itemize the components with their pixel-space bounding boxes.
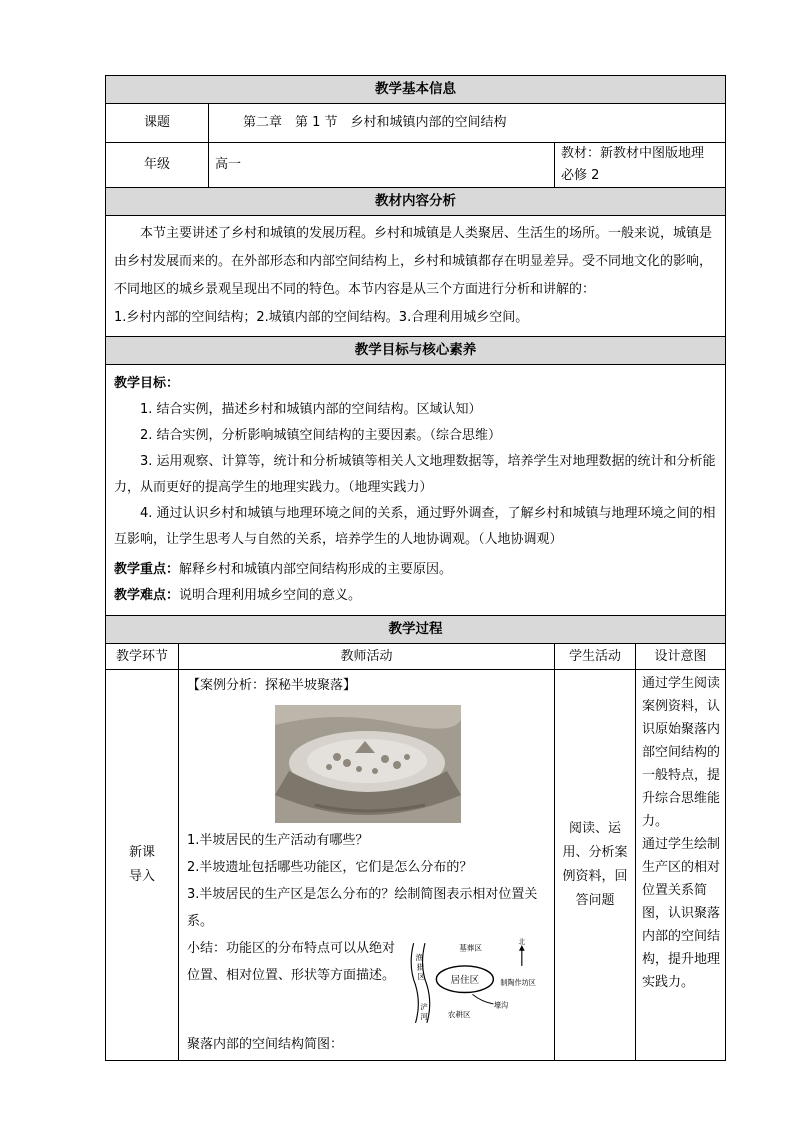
textbook-info: 教材：新教材中图版地理 必修 2 xyxy=(555,143,726,188)
analysis-header: 教材内容分析 xyxy=(106,188,726,216)
goal-item-4: 4. 通过认识乡村和城镇与地理环境之间的关系，通过野外调查，了解乡村和城镇与地理环境之间的相互影响，让学生思考人与自然的关系，培养学生的人地协调观。（人地协调观） xyxy=(114,506,716,548)
grade-label: 年级 xyxy=(106,143,209,188)
design-intent-2: 通过学生绘制生产区的相对位置关系简图，认识聚落内部的空间结构，提升地理实践力。 xyxy=(642,837,721,991)
goals-header: 教学目标与核心素养 xyxy=(106,337,726,365)
sketch-label-fishing-1: 渔 xyxy=(415,953,423,963)
key-point-label: 教学重点： xyxy=(114,562,180,578)
difficulty-text: 说明合理利用城乡空间的意义。 xyxy=(179,588,362,604)
process-header: 教学过程 xyxy=(106,616,726,644)
teacher-activity xyxy=(179,670,555,1061)
goal-item-2: 2. 结合实例，分析影响城镇空间结构的主要因素。（综合思维） xyxy=(140,428,502,444)
sketch-label-fishing-3: 区 xyxy=(416,972,425,982)
goal-item-3: 3. 运用观察、计算等，统计和分析城镇等相关人文地理数据等，培养学生对地理数据的统计和分析能力，从而更好的提高学生的地理实践力。（地理实践力） xyxy=(114,454,716,496)
key-point-text: 解释乡村和城镇内部空间结构形成的主要原因。 xyxy=(179,562,453,578)
col-teacher: 教师活动 xyxy=(179,644,555,670)
banpo-model-photo xyxy=(275,705,461,823)
sketch-label-river-1: 浐 xyxy=(419,1002,428,1012)
sketch-label-river-2: 河 xyxy=(419,1012,428,1022)
sketch-label-moat: 壕沟 xyxy=(493,1000,508,1010)
question-1: 1.半坡居民的生产活动有哪些？ xyxy=(187,833,369,849)
topic-value: 第二章 第 1 节 乡村和城镇内部的空间结构 xyxy=(209,104,726,143)
sketch-label-cemetery: 墓葬区 xyxy=(458,943,482,953)
lesson-plan-table xyxy=(105,75,726,1061)
sketch-label-farming: 农耕区 xyxy=(447,1010,471,1020)
basic-info-header: 教学基本信息 xyxy=(106,76,726,104)
question-3: 3.半坡居民的生产区是怎么分布的？绘制简图表示相对位置关系。 xyxy=(187,887,538,930)
analysis-paragraph: 本节主要讲述了乡村和城镇的发展历程。乡村和城镇是人类聚居、生活生的场所。一般来说，城镇是由乡村发展而来的。在外部形态和内部空间结构上，乡村和城镇都存在明显差异。受不同地文化的影响，不同地区的城乡景观呈现出不同的特色。本节内容是从三个方面进行分析和讲解的： xyxy=(114,226,713,298)
case-title: 【案例分析：探秘半坡聚落】 xyxy=(187,678,357,694)
col-stage: 教学环节 xyxy=(106,644,179,670)
design-intent xyxy=(636,670,726,1061)
sketch-label-pottery: 制陶作坊区 xyxy=(499,978,536,988)
design-intent-1: 通过学生阅读案例资料，认识原始聚落内部空间结构的一般特点，提升综合思维能力。 xyxy=(642,676,721,830)
grade-value: 高一 xyxy=(209,143,555,188)
goals-title: 教学目标： xyxy=(114,376,180,392)
difficulty-label: 教学难点： xyxy=(114,588,180,604)
summary-text: 小结：功能区的分布特点可以从绝对位置、相对位置、形状等方面描述。 xyxy=(187,941,396,984)
col-student: 学生活动 xyxy=(555,644,636,670)
banpo-model-image xyxy=(275,705,461,823)
sketch-label-fishing-2: 猎 xyxy=(416,962,424,972)
stage-cell: 新课 导入 xyxy=(106,670,179,1061)
col-design: 设计意图 xyxy=(636,644,726,670)
spatial-sketch-diagram xyxy=(406,935,548,1031)
sketch-north-label: 北 xyxy=(518,938,525,947)
goals-content xyxy=(106,365,726,616)
lesson-plan xyxy=(105,75,725,1061)
analysis-paragraph-list: 1.乡村内部的空间结构；2.城镇内部的空间结构。3.合理利用城乡空间。 xyxy=(114,310,529,326)
analysis-content xyxy=(106,216,726,337)
summary-block xyxy=(187,935,548,1031)
sketch-label-residential: 居住区 xyxy=(450,975,479,987)
structure-sketch-caption: 聚落内部的空间结构简图： xyxy=(187,1037,344,1053)
goal-item-1: 1. 结合实例，描述乡村和城镇内部的空间结构。区域认知） xyxy=(140,402,482,418)
question-2: 2.半坡遗址包括哪些功能区，它们是怎么分布的？ xyxy=(187,860,473,876)
topic-label: 课题 xyxy=(106,104,209,143)
student-activity: 阅读、运用、分析案例资料，回答问题 xyxy=(555,670,636,1061)
